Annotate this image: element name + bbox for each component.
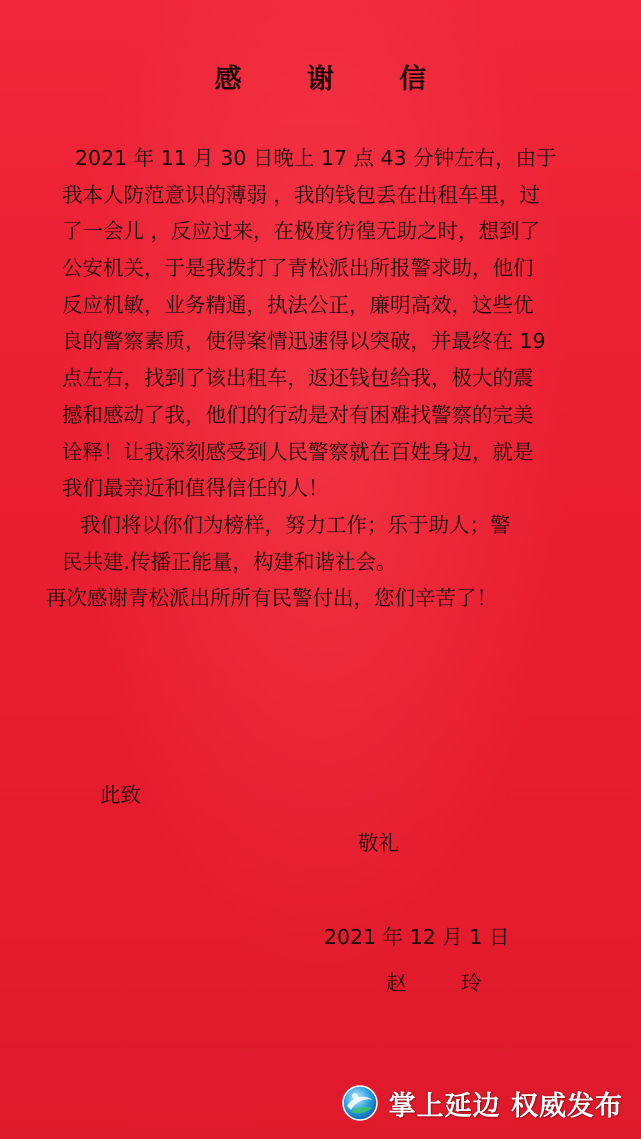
body-line: 点左右，找到了该出租车，返还钱包给我，极大的震 — [62, 366, 534, 391]
body-line: 我们将以你们为榜样，努力工作；乐于助人；警 — [80, 512, 511, 537]
watermark — [341, 1077, 623, 1129]
letter-title: 感 谢 信 — [214, 64, 455, 95]
closing-salutation-2: 敬礼 — [358, 831, 399, 855]
body-line: 民共建.传播正能量，构建和谐社会。 — [62, 549, 397, 574]
letter-body — [46, 140, 622, 617]
body-line: 良的警察素质，使得案情迅速得以突破，并最终在 19 — [62, 329, 546, 354]
body-line: 2021 年 11 月 30 日晚上 17 点 43 分钟左右，由于 — [75, 146, 557, 170]
body-line: 公安机关，于是我拨打了青松派出所报警求助，他们 — [62, 256, 534, 281]
body-line: 我本人防范意识的薄弱 ，我的钱包丢在出租车里，过 — [62, 182, 541, 207]
body-line: 我们最亲近和值得信任的人！ — [62, 476, 329, 501]
body-line: 反应机敏，业务精通，执法公正，廉明高效，这些优 — [62, 292, 534, 317]
letter-date: 2021 年 12 月 1 日 — [324, 925, 510, 949]
watermark-text: 掌上延边 权威发布 — [388, 1090, 623, 1122]
body-line: 撼和感动了我，他们的行动是对有困难找警察的完美 — [62, 402, 534, 427]
body-line: 了一会儿 ，反应过来，在极度彷徨无助之时，想到了 — [62, 219, 541, 244]
closing-salutation-1: 此致 — [100, 783, 141, 807]
body-line: 诠释！让我深刻感受到人民警察就在百姓身边，就是 — [62, 439, 534, 464]
signature: 赵 玲 — [386, 971, 506, 995]
globe-logo-icon — [341, 1084, 379, 1122]
body-line: 再次感谢青松派出所所有民警付出，您们辛苦了！ — [46, 586, 497, 611]
